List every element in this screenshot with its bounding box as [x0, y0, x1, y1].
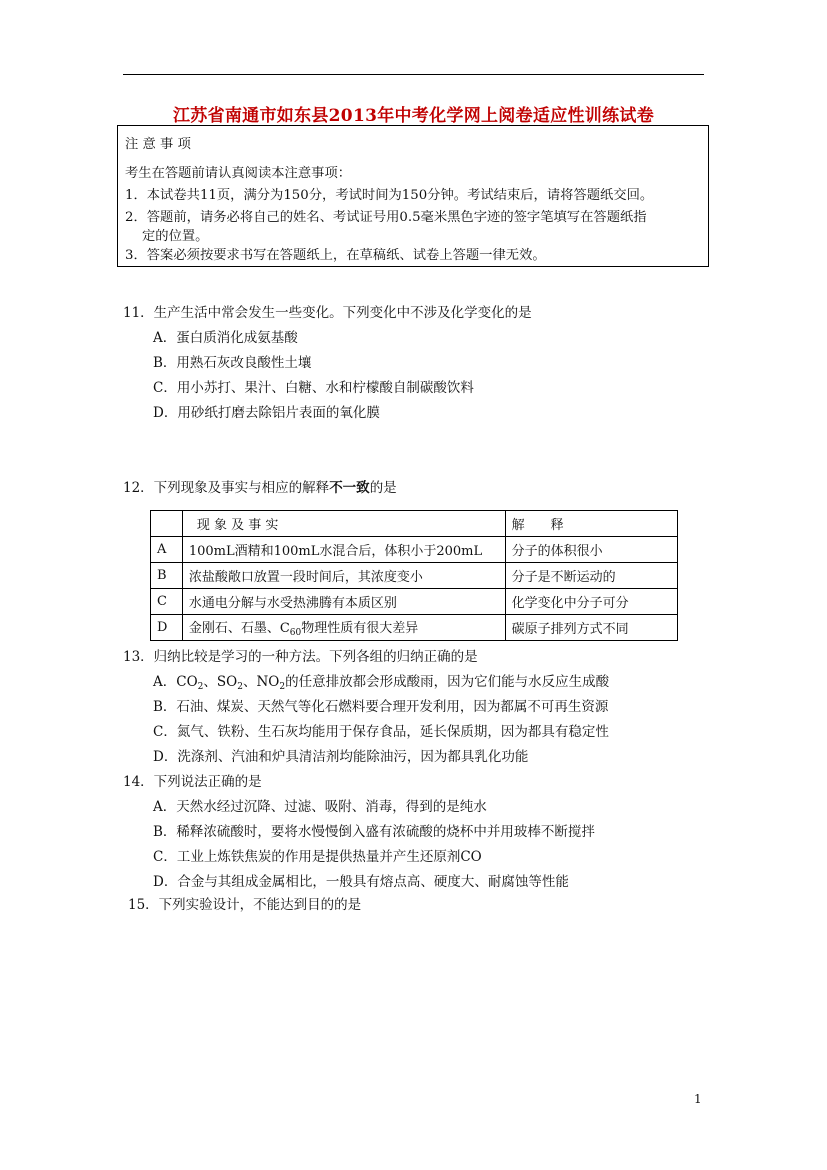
table-row [151, 537, 678, 563]
subscript: 2 [279, 682, 286, 692]
table-header-blank [151, 511, 183, 537]
table-header-fact: 现 象 及 事 实 [182, 511, 505, 537]
header-rule [123, 74, 704, 75]
q13-a-part: 、NO [242, 674, 280, 690]
q13-stem: 13．归纳比较是学习的一种方法。下列各组的归纳正确的是 [123, 649, 478, 665]
row-label: A [151, 537, 183, 563]
row-label: B [151, 563, 183, 589]
notice-item-1: 1．本试卷共11页，满分为150分，考试时间为150分钟。考试结束后，请将答题纸交回。 [125, 188, 654, 203]
q13-option-d: D．洗涤剂、汽油和炉具清洁剂均能除油污，因为都具乳化功能 [153, 749, 529, 765]
q11-option-a: A．蛋白质消化成氨基酸 [153, 330, 298, 346]
q13-a-part: 、SO [203, 674, 238, 690]
page-number: 1 [694, 1092, 702, 1106]
q14-option-b: B．稀释浓硫酸时，要将水慢慢倒入盛有浓硫酸的烧杯中并用玻棒不断搅拌 [153, 824, 595, 840]
row-explain: 分子是不断运动的 [505, 563, 677, 589]
q14-option-c: C．工业上炼铁焦炭的作用是提供热量并产生还原剂CO [153, 849, 482, 865]
subscript: 2 [237, 682, 243, 692]
q13-option-b: B．石油、煤炭、天然气等化石燃料要合理开发利用，因为都属不可再生资源 [153, 699, 609, 715]
notice-item-2: 2．答题前，请务必将自己的姓名、考试证号用0.5毫米黑色字迹的签字笔填写在答题纸指 [125, 210, 647, 225]
row-fact-text: 金刚石、石墨、C [188, 621, 290, 636]
q11-option-c: C．用小苏打、果汁、白糖、水和柠檬酸自制碳酸饮料 [153, 380, 474, 396]
q12-stem-emphasis: 不一致 [329, 480, 370, 496]
subscript: 2 [197, 682, 204, 692]
table-row [151, 615, 678, 641]
row-explain: 分子的体积很小 [505, 537, 677, 563]
q12-table [150, 510, 678, 641]
row-fact: 100mL酒精和100mL水混合后，体积小于200mL [182, 537, 505, 563]
q13-a-part: A．CO [153, 674, 198, 690]
notice-box [117, 125, 709, 267]
row-explain: 化学变化中分子可分 [505, 589, 677, 615]
q12-stem [123, 476, 397, 496]
exam-title: 江苏省南通市如东县2013年中考化学网上阅卷适应性训练试卷 [172, 106, 654, 126]
notice-heading: 注 意 事 项 [125, 137, 191, 152]
row-label: D [151, 615, 183, 641]
row-fact: 水通电分解与水受热沸腾有本质区别 [182, 589, 505, 615]
row-fact-text-end: 物理性质有很大差异 [301, 621, 419, 636]
row-label: C [151, 589, 183, 615]
q12-stem-end: 的是 [369, 480, 397, 496]
q11-option-b: B．用熟石灰改良酸性土壤 [153, 355, 312, 371]
row-fact [182, 615, 505, 641]
q12-stem-start: 12．下列现象及事实与相应的解释 [123, 480, 330, 496]
notice-item-3: 3．答案必须按要求书写在答题纸上，在草稿纸、试卷上答题一律无效。 [125, 248, 546, 263]
q11-option-d: D．用砂纸打磨去除铝片表面的氧化膜 [153, 405, 380, 421]
row-fact-subscript: 60 [289, 628, 302, 638]
table-header-explain: 解 释 [505, 511, 677, 537]
table-header-row [151, 511, 678, 537]
q11-stem: 11．生产生活中常会发生一些变化。下列变化中不涉及化学变化的是 [123, 305, 532, 321]
notice-item-2-cont: 定的位置。 [142, 229, 209, 244]
table-row [151, 589, 678, 615]
q15-stem: 15．下列实验设计，不能达到目的的是 [128, 897, 362, 913]
q13-option-a [153, 670, 609, 692]
row-fact: 浓盐酸敞口放置一段时间后，其浓度变小 [182, 563, 505, 589]
q14-option-d: D．合金与其组成金属相比，一般具有熔点高、硬度大、耐腐蚀等性能 [153, 874, 569, 890]
table-row [151, 563, 678, 589]
q14-stem: 14．下列说法正确的是 [123, 774, 262, 790]
q13-option-c: C．氮气、铁粉、生石灰均能用于保存食品，延长保质期，因为都具有稳定性 [153, 724, 609, 740]
row-explain: 碳原子排列方式不同 [505, 615, 677, 641]
notice-intro: 考生在答题前请认真阅读本注意事项： [125, 166, 352, 181]
q13-a-part: 的任意排放都会形成酸雨，因为它们能与水反应生成酸 [285, 674, 610, 690]
q14-option-a: A．天然水经过沉降、过滤、吸附、消毒，得到的是纯水 [153, 799, 487, 815]
